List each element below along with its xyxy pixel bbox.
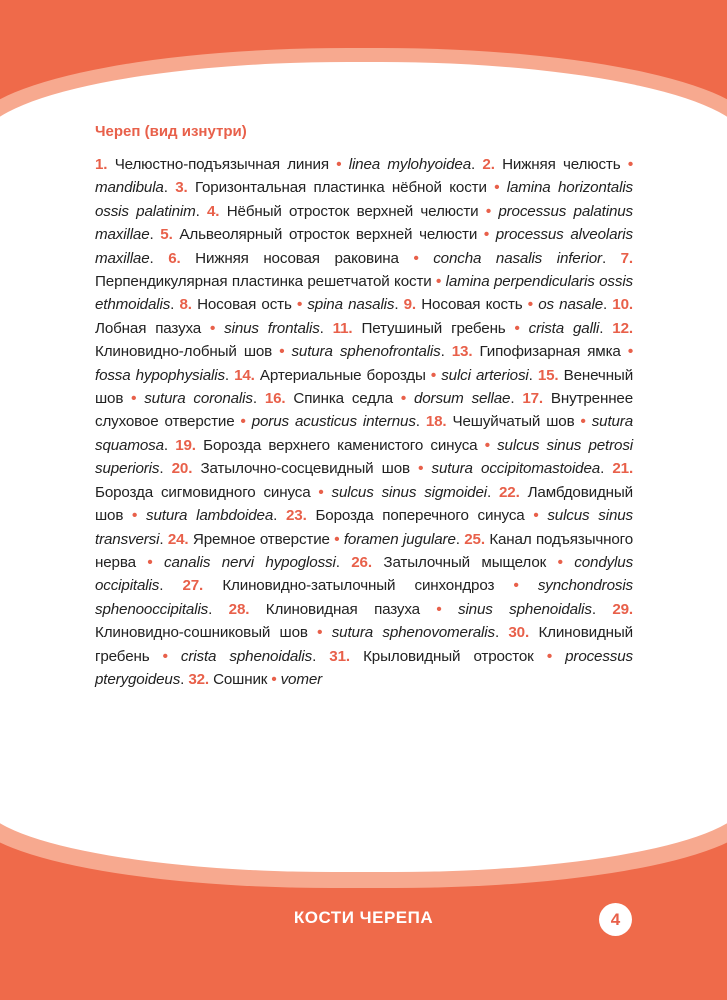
bullet-separator: •	[627, 156, 633, 173]
entry-latin-term: fossa hypophysialis	[95, 366, 225, 384]
entry-russian-term: Затылочный мыщелок	[383, 553, 547, 571]
entry-russian-term: Нижняя челюсть	[502, 156, 621, 173]
legend-entry: 24. Яремное отверстие • foramen jugulare.	[167, 530, 465, 548]
bullet-separator: •	[317, 624, 323, 642]
legend-entry: 12. Клиновидно-лобный шов • sutura sphenofrontalis.	[95, 319, 633, 361]
entry-number: 20.	[171, 460, 193, 478]
legend-entry: 23. Борозда поперечного синуса • sulcus sinus transversi.	[95, 507, 633, 548]
legend-entry: 27. Клиновидно-затылочный синхондроз • synchondrosis sphenooccipitalis.	[95, 577, 633, 618]
legend-entry: 9. Носовая кость • os nasale.	[403, 296, 613, 314]
entry-number: 26.	[351, 553, 372, 571]
entry-latin-term: sinus sphenoidalis	[458, 600, 592, 618]
legend-entry: 8. Носовая ость • spina nasalis.	[179, 296, 404, 314]
entry-number: 1.	[95, 156, 108, 173]
entry-latin-term: sutura sphenofrontalis	[291, 343, 441, 361]
entry-latin-term: vomer	[280, 670, 323, 688]
legend-text	[95, 153, 633, 691]
bullet-separator: •	[271, 670, 277, 688]
entry-latin-term: crista galli	[528, 319, 600, 337]
page-heading: Череп (вид изнутри)	[95, 123, 247, 140]
entry-russian-term: Затылочно-сосцевидный шов	[200, 460, 410, 478]
legend-entry: 31. Крыловидный отросток • processus pterygoideus.	[95, 647, 633, 688]
entry-latin-term: sinus frontalis	[224, 319, 320, 337]
legend-entry: 13. Гипофизарная ямка • fossa hypophysialis.	[95, 343, 633, 384]
bullet-separator: •	[296, 296, 303, 314]
entry-latin-term: concha nasalis inferior	[433, 249, 602, 267]
bullet-separator: •	[483, 226, 490, 244]
bullet-separator: •	[580, 413, 586, 431]
entry-russian-term: Альвеолярный отросток верхней челюсти	[179, 226, 478, 244]
entry-number: 9.	[403, 296, 417, 314]
entry-russian-term: Сошник	[213, 670, 268, 688]
entry-latin-term: lamina perpendicularis ossis ethmoidalis	[95, 273, 633, 314]
entry-russian-term: Канал подъязычного нерва	[95, 530, 634, 571]
entry-latin-term: sutura lambdoidea	[146, 507, 274, 525]
entry-russian-term: Борозда поперечного синуса	[315, 507, 525, 525]
entry-latin-term: spina nasalis	[307, 296, 395, 314]
entry-latin-term: sulcus sinus petrosi superioris	[95, 436, 633, 478]
entry-number: 2.	[482, 156, 495, 173]
entry-russian-term: Клиновидная пазуха	[265, 600, 420, 618]
entry-latin-term: sulci arteriosi	[441, 366, 529, 384]
entry-russian-term: Клиновидно-лобный шов	[95, 343, 273, 361]
entry-number: 5.	[160, 226, 173, 244]
legend-entry: 29. Клиновидно-сошниковый шов • sutura sphenovomeralis.	[95, 600, 634, 642]
entry-latin-term: sulcus sinus sigmoidei	[331, 483, 488, 501]
entry-latin-term: mandibula	[95, 179, 164, 197]
bullet-separator: •	[546, 647, 552, 665]
legend-entry: 3. Горизонтальная пластинка нёбной кости • lamina horizontalis ossis palatinim.	[95, 179, 633, 220]
entry-russian-term: Спинка седла	[293, 390, 393, 408]
legend-entry: 28. Клиновидная пазуха • sinus sphenoidalis.	[228, 600, 613, 618]
bullet-separator: •	[318, 483, 324, 501]
entry-number: 30.	[508, 624, 530, 642]
bullet-separator: •	[418, 460, 424, 478]
page-number-badge: 4	[599, 903, 632, 936]
bullet-separator: •	[627, 343, 633, 361]
legend-entry: 26. Затылочный мыщелок • condylus occipitalis.	[95, 553, 634, 595]
bullet-separator: •	[279, 343, 285, 361]
legend-entry: 7. Перпендикулярная пластинка решетчатой кости • lamina perpendicularis ossis ethmoidalis.	[95, 249, 633, 314]
legend-entry: 22. Ламбдовидный шов • sutura lambdoidea.	[95, 483, 634, 525]
entry-russian-term: Борозда верхнего каменистого синуса	[203, 436, 478, 454]
bullet-separator: •	[210, 319, 216, 337]
entry-russian-term: Нёбный отросток верхней челюсти	[226, 202, 479, 220]
entry-latin-term: lamina horizontalis ossis palatinim	[95, 179, 633, 220]
entry-latin-term: processus palatinus maxillae	[95, 202, 633, 244]
bullet-separator: •	[430, 366, 437, 384]
legend-entry: 15. Венечный шов • sutura coronalis.	[95, 366, 634, 408]
legend-entry: 30. Клиновидный гребень • crista sphenoidalis.	[95, 624, 634, 665]
entry-latin-term: sutura sphenovomeralis	[331, 624, 495, 642]
content-area	[95, 123, 633, 691]
bullet-separator: •	[334, 530, 340, 548]
legend-entry: 20. Затылочно-сосцевидный шов • sutura occipitomastoidea.	[171, 460, 613, 478]
entry-latin-term: foramen jugulare	[343, 530, 456, 548]
legend-entry	[188, 671, 322, 688]
legend-entry: 21. Борозда сигмовидного синуса • sulcus sinus sigmoidei.	[95, 460, 634, 501]
bullet-separator: •	[131, 390, 137, 408]
entry-number: 8.	[179, 296, 192, 314]
entry-russian-term: Лобная пазуха	[95, 319, 202, 337]
entry-latin-term: condylus occipitalis	[95, 553, 634, 595]
entry-number: 29.	[612, 600, 634, 618]
entry-russian-term: Петушиный гребень	[361, 319, 506, 337]
entry-latin-term: canalis nervi hypoglossi	[164, 553, 336, 571]
bullet-separator: •	[485, 202, 492, 220]
legend-entry: 17. Внутреннее слуховое отверстие • porus acusticus internus.	[95, 390, 634, 431]
bullet-separator: •	[336, 156, 342, 173]
entry-russian-term: Гипофизарная ямка	[479, 343, 621, 361]
entry-number: 7.	[620, 249, 633, 267]
entry-latin-term: processus alveolaris maxillae	[95, 226, 633, 267]
legend-entry: 1. Челюстно-подъязычная линия • linea mylohyoidea.	[95, 156, 483, 173]
entry-russian-term: Венечный шов	[95, 366, 634, 408]
legend-entry: 10. Лобная пазуха • sinus frontalis.	[95, 296, 633, 337]
entry-russian-term: Клиновидный гребень	[95, 624, 634, 665]
entry-russian-term: Горизонтальная пластинка нёбной кости	[194, 179, 487, 197]
entry-russian-term: Нижняя носовая раковина	[195, 249, 399, 267]
bullet-separator: •	[557, 553, 563, 571]
entry-latin-term: dorsum sellae	[413, 390, 511, 408]
bullet-separator: •	[132, 507, 138, 525]
entry-russian-term: Крыловидный отросток	[363, 647, 534, 665]
entry-number: 18.	[425, 413, 447, 431]
footer-title: КОСТИ ЧЕРЕПА	[293, 908, 434, 927]
entry-latin-term: linea mylohyoidea	[348, 156, 472, 173]
bullet-separator: •	[436, 273, 442, 291]
entry-number: 14.	[234, 366, 255, 384]
entry-number: 10.	[612, 296, 633, 314]
entry-latin-term: porus acusticus internus	[251, 413, 416, 431]
legend-entry: 4. Нёбный отросток верхней челюсти • processus palatinus maxillae.	[95, 202, 633, 244]
bullet-separator: •	[400, 390, 407, 408]
entry-latin-term: crista sphenoidalis	[180, 647, 313, 665]
entry-number: 25.	[464, 530, 485, 548]
entry-russian-term: Клиновидно-сошниковый шов	[95, 624, 308, 642]
bullet-separator: •	[494, 179, 500, 197]
entry-number: 31.	[329, 647, 350, 665]
legend-entry: 6. Нижняя носовая раковина • concha nasalis inferior.	[168, 249, 621, 267]
entry-number: 19.	[175, 436, 196, 454]
entry-number: 13.	[451, 343, 473, 361]
entry-number: 21.	[612, 460, 634, 478]
entry-number: 28.	[228, 600, 250, 618]
bullet-separator: •	[162, 647, 168, 665]
entry-russian-term: Чешуйчатый шов	[452, 413, 575, 431]
entry-russian-term: Борозда сигмовидного синуса	[95, 483, 311, 501]
entry-number: 32.	[188, 670, 209, 688]
entry-latin-term: synchondrosis sphenooccipitalis	[95, 577, 633, 618]
entry-number: 15.	[537, 366, 559, 384]
entry-russian-term: Перпендикулярная пластинка решетчатой кости	[95, 273, 432, 291]
legend-entry: 16. Спинка седла • dorsum sellae.	[264, 390, 523, 408]
bullet-separator: •	[484, 436, 490, 454]
entry-number: 4.	[207, 202, 220, 220]
entry-number: 27.	[182, 577, 204, 595]
entry-russian-term: Клиновидно-затылочный синхондроз	[222, 577, 495, 595]
legend-entry: 18. Чешуйчатый шов • sutura squamosa.	[95, 413, 634, 454]
entry-russian-term: Артериальные борозды	[259, 366, 426, 384]
entry-russian-term: Ламбдовидный шов	[95, 483, 634, 525]
entry-number: 24.	[167, 530, 189, 548]
entry-russian-term: Челюстно-подъязычная линия	[114, 156, 329, 173]
legend-entry: 11. Петушиный гребень • crista galli.	[332, 319, 613, 337]
entry-number: 3.	[175, 179, 188, 197]
entry-number: 12.	[612, 319, 633, 337]
entry-latin-term: sutura coronalis	[144, 390, 253, 408]
bullet-separator: •	[436, 600, 442, 618]
entry-russian-term: Носовая ость	[197, 296, 292, 314]
entry-russian-term: Носовая кость	[421, 296, 523, 314]
entry-latin-term: sulcus sinus transversi	[95, 507, 633, 548]
legend-entry: 19. Борозда верхнего каменистого синуса • sulcus sinus petrosi superioris.	[95, 436, 633, 478]
entry-number: 22.	[499, 483, 520, 501]
legend-entry: 25. Канал подъязычного нерва • canalis nervi hypoglossi.	[95, 530, 634, 571]
entry-number: 17.	[522, 390, 543, 408]
bullet-separator: •	[513, 577, 519, 595]
entry-number: 6.	[168, 249, 181, 267]
bullet-separator: •	[413, 249, 419, 267]
entry-latin-term: sutura occipitomastoidea	[431, 460, 601, 478]
entry-russian-term: Яремное отверстие	[192, 530, 330, 548]
entry-number: 23.	[286, 507, 307, 525]
entry-latin-term: sutura squamosa	[95, 413, 634, 454]
entry-number: 11.	[332, 319, 353, 337]
entry-number: 16.	[264, 390, 286, 408]
bullet-separator: •	[527, 296, 533, 314]
bullet-separator: •	[533, 507, 539, 525]
entry-latin-term: os nasale	[538, 296, 603, 314]
entry-latin-term: processus pterygoideus	[95, 647, 633, 688]
legend-entry: 14. Артериальные борозды • sulci arteriosi.	[234, 366, 538, 384]
legend-entry: 2. Нижняя челюсть • mandibula.	[95, 156, 633, 197]
bullet-separator: •	[240, 413, 246, 431]
bullet-separator: •	[514, 319, 520, 337]
legend-entry: 5. Альвеолярный отросток верхней челюсти • processus alveolaris maxillae.	[95, 226, 633, 267]
bullet-separator: •	[147, 553, 153, 571]
entry-russian-term: Внутреннее слуховое отверстие	[95, 390, 634, 431]
